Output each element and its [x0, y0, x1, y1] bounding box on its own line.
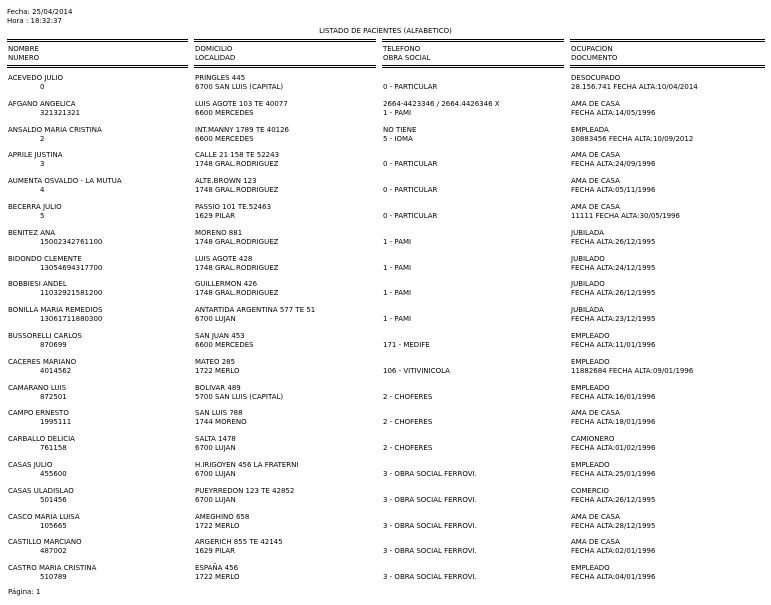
patient-document: FECHA ALTA:24/12/1995: [571, 263, 656, 272]
patient-number: 761158: [40, 444, 67, 453]
patient-document: FECHA ALTA:02/01/1996: [571, 547, 656, 556]
report-date: Fecha: 25/04/2014: [7, 8, 73, 16]
patient-address: SAN LUIS 788: [195, 409, 243, 418]
patient-occupation: AMA DE CASA: [571, 203, 620, 211]
patient-address: PRINGLES 445: [195, 74, 246, 82]
patient-name: BIDONDO CLEMENTE: [8, 254, 82, 263]
patient-document: FECHA ALTA:11/01/1996: [571, 341, 656, 349]
patient-health-insurance: 3 - OBRA SOCIAL FERROVI.: [383, 495, 477, 504]
patient-name: APRILE JUSTINA: [8, 151, 63, 160]
patient-number: 4014562: [40, 366, 72, 375]
patient-locality: 1629 PILAR: [195, 212, 236, 220]
patient-name: CASTILLO MARCIANO: [8, 538, 82, 547]
patient-locality: 6700 LUJAN: [195, 315, 236, 324]
patient-document: FECHA ALTA:04/01/1996: [571, 573, 656, 582]
patient-number: 0: [40, 83, 45, 91]
patient-number: 455600: [40, 470, 67, 478]
patient-health-insurance: 0 - PARTICULAR: [383, 212, 438, 220]
patient-name: AFGANO ANGELICA: [8, 99, 76, 108]
patient-address: AMEGHINO 658: [195, 512, 250, 521]
patient-number: 5: [40, 212, 45, 220]
patient-document: FECHA ALTA:18/01/1996: [571, 418, 656, 427]
patient-occupation: EMPLEADA: [571, 125, 609, 134]
patient-occupation: JUBILADA: [571, 228, 604, 237]
patient-name: CASAS ULADISLAO: [8, 486, 74, 495]
patient-number: 13054694317700: [40, 263, 103, 272]
table-row: [0, 564, 771, 590]
patient-document: FECHA ALTA:25/01/1996: [571, 470, 656, 478]
patient-occupation: JUBILADO: [571, 254, 605, 263]
header-rule-3: [382, 39, 564, 42]
table-row: [0, 280, 771, 306]
table-row: [0, 255, 771, 281]
patient-document: FECHA ALTA:26/12/1995: [571, 289, 656, 298]
patient-locality: 5700 SAN LUIS (CAPITAL): [195, 392, 284, 401]
patient-document: FECHA ALTA:26/12/1995: [571, 495, 656, 504]
patient-occupation: CAMIONERO: [571, 435, 615, 444]
patient-document: 28.156.741 FECHA ALTA:10/04/2014: [571, 83, 698, 91]
table-row: [0, 384, 771, 410]
report-time: Hora : 18:32:37: [7, 17, 62, 25]
patient-number: 510789: [40, 573, 67, 582]
patient-number: 1995111: [40, 418, 72, 427]
patient-number: 501456: [40, 495, 67, 504]
patient-locality: 1722 MERLO: [195, 521, 240, 530]
patient-name: AUMENTA OSVALDO - LA MUTUA: [8, 177, 122, 186]
patient-health-insurance: 1 - PAMI: [383, 237, 412, 246]
patient-health-insurance: 0 - PARTICULAR: [383, 83, 438, 91]
table-row: [0, 538, 771, 564]
patient-name: BECERRA JULIO: [8, 203, 62, 211]
table-row: [0, 177, 771, 203]
patient-health-insurance: 3 - OBRA SOCIAL FERROVI.: [383, 470, 477, 478]
header-rule-1: [7, 39, 188, 42]
patient-number: 4: [40, 186, 45, 195]
patient-address: H.IRIGOYEN 456 LA FRATERNI: [195, 461, 299, 469]
table-row: [0, 461, 771, 487]
table-row: [0, 358, 771, 384]
patient-name: ANSALDO MARIA CRISTINA: [8, 125, 102, 134]
patient-address: PUEYRREDON 123 TE 42852: [195, 486, 295, 495]
patient-number: 2: [40, 134, 45, 143]
patient-occupation: AMA DE CASA: [571, 512, 620, 521]
patient-number: 321321321: [40, 108, 81, 117]
patient-health-insurance: 2 - CHOFERES: [383, 444, 433, 453]
patient-health-insurance: 3 - OBRA SOCIAL FERROVI.: [383, 573, 477, 582]
patient-occupation: EMPLEADO: [571, 383, 610, 392]
patient-health-insurance: 0 - PARTICULAR: [383, 186, 438, 195]
patient-health-insurance: 3 - OBRA SOCIAL FERROVI.: [383, 547, 477, 556]
patient-document: 30883456 FECHA ALTA:10/09/2012: [571, 134, 694, 143]
patient-occupation: AMA DE CASA: [571, 99, 620, 108]
patient-occupation: JUBILADO: [571, 280, 605, 289]
header-rule-bottom-2: [194, 65, 376, 68]
patient-number: 3: [40, 160, 45, 169]
patient-locality: 1722 MERLO: [195, 366, 240, 375]
table-row: [0, 126, 771, 152]
patient-locality: 6700 LUJAN: [195, 495, 236, 504]
patient-name: BENITEZ ANA: [8, 228, 56, 237]
patient-number: 487002: [40, 547, 67, 556]
patient-number: 105665: [40, 521, 67, 530]
patient-locality: 1748 GRAL.RODRIGUEZ: [195, 237, 279, 246]
patient-address: MATEO 285: [195, 357, 236, 366]
table-row: [0, 151, 771, 177]
header-rule-bottom-4: [570, 65, 765, 68]
patient-document: 11882684 FECHA ALTA:09/01/1996: [571, 366, 694, 375]
column-header-ocupacion: OCUPACION DOCUMENTO: [571, 45, 618, 62]
patient-locality: 6600 MERCEDES: [195, 108, 254, 117]
patient-locality: 1748 GRAL.RODRIGUEZ: [195, 263, 279, 272]
table-row: [0, 487, 771, 513]
report-title: LISTADO DE PACIENTES (ALFABETICO): [319, 27, 452, 35]
patient-occupation: JUBILADA: [571, 306, 604, 315]
patient-health-insurance: 1 - PAMI: [383, 315, 412, 324]
patient-name: BUSSORELLI CARLOS: [8, 332, 82, 340]
patient-document: FECHA ALTA:01/02/1996: [571, 444, 656, 453]
table-row: [0, 409, 771, 435]
patient-occupation: AMA DE CASA: [571, 538, 620, 547]
patient-occupation: EMPLEADO: [571, 332, 610, 340]
patient-phone: 2664-4423346 / 2664.4426346 X: [383, 99, 500, 108]
column-header-domicilio: DOMICILIO LOCALIDAD: [195, 45, 236, 62]
table-row: [0, 74, 771, 100]
patient-address: BOLIVAR 489: [195, 383, 241, 392]
patient-number: 870699: [40, 341, 67, 349]
patient-name: CAMARANO LUIS: [8, 383, 67, 392]
patient-locality: 1722 MERLO: [195, 573, 240, 582]
table-row: [0, 306, 771, 332]
patient-occupation: COMERCIO: [571, 486, 609, 495]
patient-health-insurance: 106 - VITIVINICOLA: [383, 366, 450, 375]
patient-locality: 6700 LUJAN: [195, 470, 236, 478]
patient-address: PASSIO 101 TE.52463: [195, 203, 272, 211]
table-row: [0, 100, 771, 126]
patient-health-insurance: 2 - CHOFERES: [383, 418, 433, 427]
patient-name: CARBALLO DELICIA: [8, 435, 75, 444]
patient-number: 15002342761100: [40, 237, 103, 246]
patient-document: FECHA ALTA:14/05/1996: [571, 108, 656, 117]
table-row: [0, 435, 771, 461]
patient-locality: 6700 SAN LUIS (CAPITAL): [195, 83, 284, 91]
patient-occupation: AMA DE CASA: [571, 151, 620, 160]
patient-document: FECHA ALTA:28/12/1995: [571, 521, 656, 530]
patient-health-insurance: 5 - IOMA: [383, 134, 413, 143]
column-header-telefono: TELEFONO OBRA SOCIAL: [383, 45, 431, 62]
patient-name: BOBBIESI ANDEL: [8, 280, 67, 289]
patient-health-insurance: 1 - PAMI: [383, 263, 412, 272]
patient-address: ARGERICH 855 TE 42145: [195, 538, 283, 547]
patient-occupation: AMA DE CASA: [571, 409, 620, 418]
patient-health-insurance: 171 - MEDIFE: [383, 341, 430, 349]
patient-locality: 1748 GRAL.RODRIGUEZ: [195, 289, 279, 298]
patient-occupation: EMPLEADO: [571, 461, 610, 469]
patient-locality: 6600 MERCEDES: [195, 341, 254, 349]
patient-phone: NO TIENE: [383, 125, 417, 134]
patient-address: GUILLERMON 426: [195, 280, 258, 289]
patient-number: 872501: [40, 392, 67, 401]
patient-address: LUIS AGOTE 428: [195, 254, 253, 263]
patient-address: ANTARTIDA ARGENTINA 577 TE 51: [195, 306, 316, 315]
table-row: [0, 513, 771, 539]
header-rule-4: [570, 39, 765, 42]
patient-locality: 6600 MERCEDES: [195, 134, 254, 143]
patient-address: MORENO 881: [195, 228, 243, 237]
patient-document: FECHA ALTA:05/11/1996: [571, 186, 656, 195]
patient-document: 11111 FECHA ALTA:30/05/1996: [571, 212, 680, 220]
page-number: Página: 1: [8, 588, 41, 596]
patient-name: CASAS JULIO: [8, 461, 53, 469]
table-row: [0, 203, 771, 229]
patient-locality: 1744 MORENO: [195, 418, 247, 427]
patient-name: BONILLA MARIA REMEDIOS: [8, 306, 103, 315]
patient-occupation: AMA DE CASA: [571, 177, 620, 186]
patient-address: ALTE.BROWN 123: [195, 177, 257, 186]
patient-health-insurance: 1 - PAMI: [383, 289, 412, 298]
patient-locality: 1748 GRAL.RODRIGUEZ: [195, 186, 279, 195]
patient-address: SAN JUAN 453: [195, 332, 245, 340]
patient-address: CALLE 21 158 TE 52243: [195, 151, 280, 160]
patient-locality: 6700 LUJAN: [195, 444, 236, 453]
patient-number: 11032921581200: [40, 289, 103, 298]
header-rule-bottom-3: [382, 65, 564, 68]
patient-locality: 1748 GRAL.RODRIGUEZ: [195, 160, 279, 169]
header-rule-bottom-1: [7, 65, 188, 68]
patient-occupation: EMPLEADO: [571, 357, 610, 366]
patient-document: FECHA ALTA:16/01/1996: [571, 392, 656, 401]
table-row: [0, 229, 771, 255]
patient-locality: 1629 PILAR: [195, 547, 236, 556]
patient-address: INT.MANNY 1789 TE 40126: [195, 125, 290, 134]
patient-address: ESPAÑA 456: [195, 564, 239, 573]
patient-document: FECHA ALTA:26/12/1995: [571, 237, 656, 246]
patient-health-insurance: 3 - OBRA SOCIAL FERROVI.: [383, 521, 477, 530]
patient-number: 13061711880300: [40, 315, 103, 324]
patient-health-insurance: 1 - PAMI: [383, 108, 412, 117]
patient-occupation: EMPLEADO: [571, 564, 610, 573]
header-rule-2: [194, 39, 376, 42]
patient-address: SALTA 1478: [195, 435, 236, 444]
patient-name: CASTRO MARIA CRISTINA: [8, 564, 97, 573]
patient-occupation: DESOCUPADO: [571, 74, 621, 82]
column-header-nombre: NOMBRE NUMERO: [8, 45, 40, 62]
patient-name: CACERES MARIANO: [8, 357, 77, 366]
patient-name: CASCO MARIA LUISA: [8, 512, 80, 521]
patient-name: ACEVEDO JULIO: [8, 74, 63, 82]
patient-health-insurance: 2 - CHOFERES: [383, 392, 433, 401]
patient-document: FECHA ALTA:23/12/1995: [571, 315, 656, 324]
patient-name: CAMPO ERNESTO: [8, 409, 69, 418]
patient-health-insurance: 0 - PARTICULAR: [383, 160, 438, 169]
patient-address: LUIS AGOTE 103 TE 40077: [195, 99, 288, 108]
table-row: [0, 332, 771, 358]
patient-document: FECHA ALTA:24/09/1996: [571, 160, 656, 169]
